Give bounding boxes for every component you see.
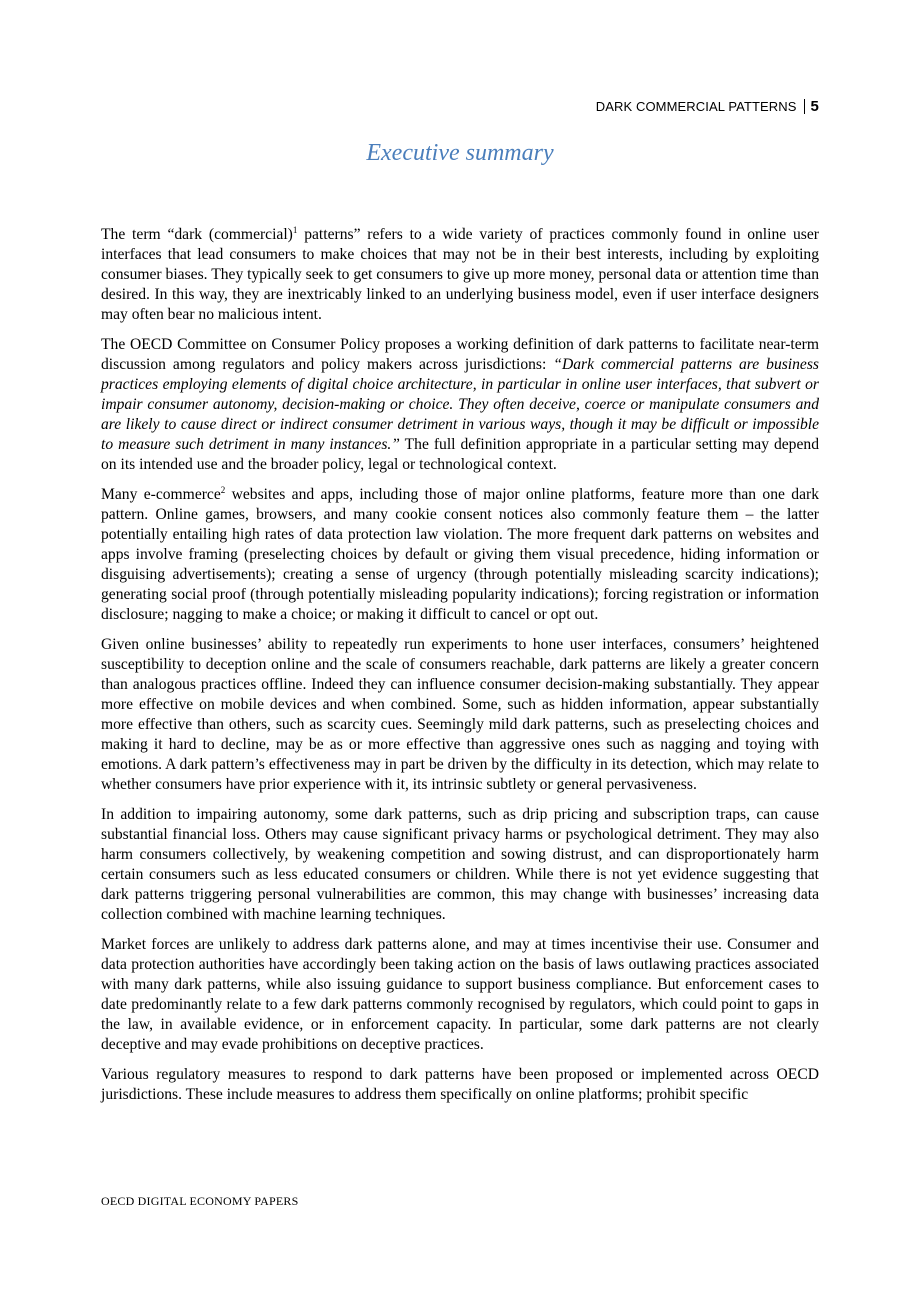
header-separator	[804, 99, 805, 114]
paragraph-1	[101, 225, 819, 325]
footnote-marker-2[interactable]: 2	[220, 485, 226, 495]
footnote-marker-1[interactable]: 1	[292, 225, 298, 235]
page-number: 5	[810, 98, 819, 115]
paragraph-6: Market forces are unlikely to address dark patterns alone, and may at times incentivise their use. Consumer and data protection authorities have accordingly been taking action on the basis of laws outlawing practices associated with many dark patterns, while also issuing guidance to support business compliance. But enforcement cases to date predominantly relate to a few dark patterns commonly recognised by regulators, which could point to gaps in the law, in available evidence, or in enforcement capacity. In particular, some dark patterns are not clearly deceptive and may evade prohibitions on deceptive practices.	[101, 936, 819, 1053]
paragraph-5: In addition to impairing autonomy, some dark patterns, such as drip pricing and subscription traps, can cause substantial financial loss. Others may cause significant privacy harms or psychological detriment. They may also harm consumers collectively, by weakening competition and sowing distrust, and can disproportionately harm certain consumers such as less educated consumers or children. While there is not yet evidence suggesting that dark patterns triggering personal vulnerabilities are common, this may change with businesses’ increasing data collection combined with machine learning techniques.	[101, 806, 819, 923]
paragraph-1-part-2: patterns” refers to a wide variety of practices commonly found in online user interfaces that lead consumers to make choices that may not be in their best interests, including by exploiting consumer biases. They typically seek to get consumers to give up more money, personal data or attention time than desired. In this way, they are inextricably linked to an underlying business model, even if user interface designers may often bear no malicious intent.	[101, 226, 819, 323]
paragraph-3-part-1: Many e-commerce	[101, 486, 221, 503]
paragraph-2	[101, 335, 819, 475]
paragraph-3-part-2: websites and apps, including those of major online platforms, feature more than one dark pattern. Online games, browsers, and many cookie consent notices also commonly feature them – the latter potentially entailing high rates of data protection law violation. The more frequent dark patterns on websites and apps involve framing (preselecting choices by default or giving them visual precedence, hiding information or disguising advertisements); creating a sense of urgency (through potentially misleading scarcity indications); generating social proof (through potentially misleading popularity indications); forcing registration or information disclosure; nagging to make a choice; or making it difficult to cancel or opt out.	[101, 486, 819, 623]
body-text	[101, 225, 819, 1115]
running-header-title: DARK COMMERCIAL PATTERNS	[595, 99, 797, 114]
page-title: Executive summary	[366, 140, 554, 166]
paragraph-3	[101, 485, 819, 625]
paragraph-1-part-1: The term “dark (commercial)	[101, 226, 293, 243]
running-header	[596, 98, 819, 115]
running-footer: OECD DIGITAL ECONOMY PAPERS	[101, 1194, 299, 1208]
paragraph-2-part-1: The OECD Committee on Consumer Policy proposes a working definition of dark patterns to facilitate near-term discussion among regulators and policy makers across jurisdictions:	[101, 336, 819, 373]
paragraph-4: Given online businesses’ ability to repeatedly run experiments to hone user interfaces, consumers’ heightened susceptibility to deception online and the scale of consumers reachable, dark patterns are likely a greater concern than analogous practices offline. Indeed they can influence consumer decision-making substantially. They appear more effective on mobile devices and when combined. Some, such as hidden information, appear substantially more effective than others, such as scarcity cues. Seemingly mild dark patterns, such as preselecting choices and making it hard to decline, may be as or more effective than aggressive ones such as nagging and toying with emotions. A dark pattern’s effectiveness may in part be driven by the difficulty in its detection, which may relate to whether consumers have prior experience with it, its intrinsic subtlety or general pervasiveness.	[101, 636, 819, 793]
dark-patterns-definition-quote: “Dark commercial patterns are business practices employing elements of digital choice architecture, in particular in online user interfaces, that subvert or impair consumer autonomy, decision-making or choice. They often deceive, coerce or manipulate consumers and are likely to cause direct or indirect consumer detriment in various ways, though it may be difficult or impossible to measure such detriment in many instances.”	[101, 356, 819, 453]
paragraph-2-part-2: The full definition appropriate in a particular setting may depend on its intended use and the broader policy, legal or technological context.	[101, 436, 819, 473]
paragraph-7: Various regulatory measures to respond to dark patterns have been proposed or implemented across OECD jurisdictions. These include measures to address them specifically on online platforms; prohibit specific	[101, 1066, 819, 1103]
